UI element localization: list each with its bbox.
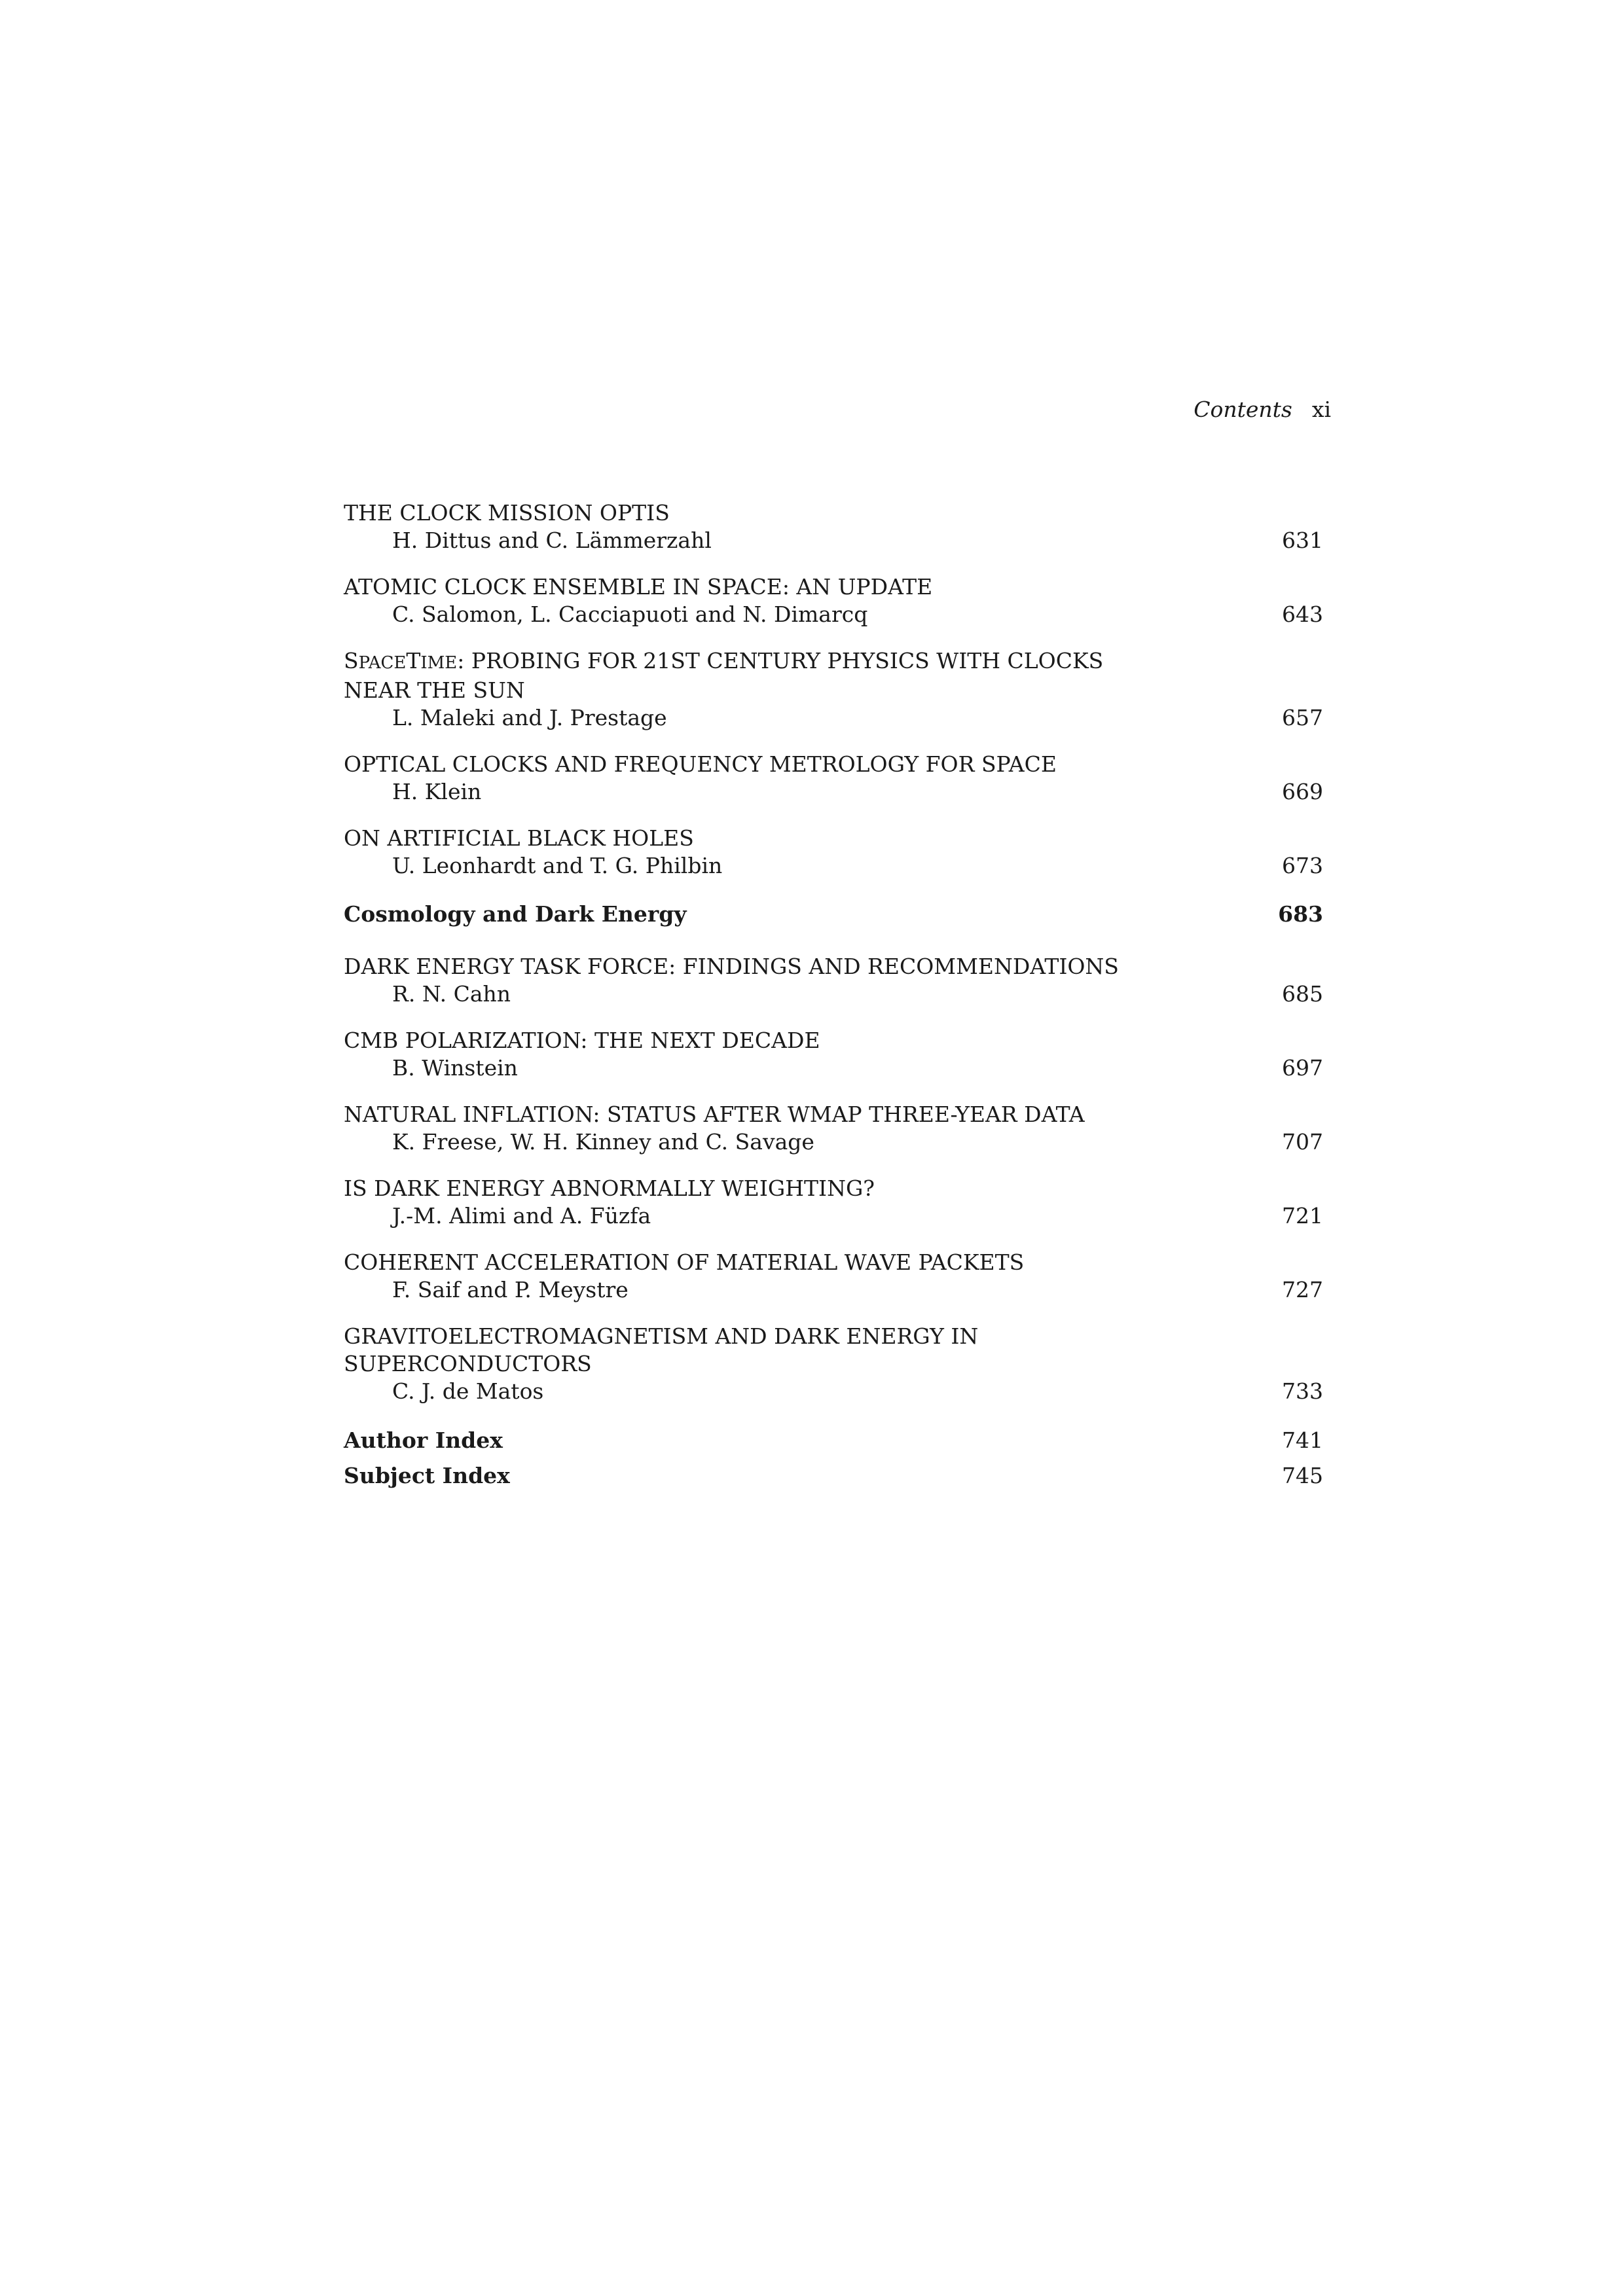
entry-page: 685 [1282, 981, 1323, 1007]
section-page: 683 [1278, 901, 1323, 927]
entry-title: GRAVITOELECTROMAGNETISM AND DARK ENERGY IN [344, 1323, 979, 1349]
entry-authors: K. Freese, W. H. Kinney and C. Savage [392, 1129, 814, 1155]
section-title: Cosmology and Dark Energy [344, 901, 687, 927]
entry-page: 631 [1282, 528, 1323, 553]
toc-entry [344, 573, 1323, 628]
entry-title: NATURAL INFLATION: STATUS AFTER WMAP THREE-YEAR DATA [344, 1102, 1085, 1127]
section-heading [344, 901, 1323, 928]
entry-author-row [344, 1054, 1323, 1082]
index-label: Author Index [344, 1427, 503, 1453]
entry-author-row [344, 852, 1323, 880]
index-entry-subject [344, 1462, 1323, 1490]
entry-title: CMB POLARIZATION: THE NEXT DECADE [344, 1028, 820, 1053]
entry-author-row [344, 1378, 1323, 1405]
toc-entry [344, 953, 1323, 1008]
entry-title-line2: SUPERCONDUCTORS [344, 1351, 592, 1376]
entry-title-line2: NEAR THE SUN [344, 677, 525, 703]
entry-title-smallcaps: PACE [358, 653, 407, 673]
toc-entry [344, 1175, 1323, 1230]
toc-entry [344, 751, 1323, 806]
entry-title: THE CLOCK MISSION OPTIS [344, 500, 670, 526]
index-label: Subject Index [344, 1463, 510, 1488]
toc-entry [344, 647, 1323, 732]
entry-page: 673 [1282, 853, 1323, 878]
entry-authors: L. Maleki and J. Prestage [392, 705, 667, 730]
entry-title: DARK ENERGY TASK FORCE: FINDINGS AND RECOMMENDATIONS [344, 954, 1119, 979]
entry-authors: C. J. de Matos [392, 1378, 544, 1404]
entry-authors: H. Klein [392, 779, 482, 804]
entry-author-row [344, 527, 1323, 554]
index-page: 741 [1282, 1427, 1323, 1453]
entry-page: 697 [1282, 1055, 1323, 1081]
entry-title-smallcaps: IME [420, 653, 458, 673]
entry-authors: B. Winstein [392, 1055, 518, 1081]
entry-title: COHERENT ACCELERATION OF MATERIAL WAVE PACKETS [344, 1249, 1025, 1275]
entry-authors: F. Saif and P. Meystre [392, 1277, 629, 1302]
toc-entry [344, 499, 1323, 554]
entry-title-smallcaps: S [344, 648, 359, 673]
toc-entry [344, 1027, 1323, 1082]
entry-authors: C. Salomon, L. Cacciapuoti and N. Dimarcq [392, 601, 868, 627]
entry-author-row [344, 704, 1323, 732]
entry-page: 657 [1282, 705, 1323, 730]
running-head-page: xi [1311, 397, 1331, 422]
entry-title: ATOMIC CLOCK ENSEMBLE IN SPACE: AN UPDATE [344, 574, 933, 600]
entry-authors: J.-M. Alimi and A. Füzfa [392, 1203, 651, 1229]
entry-page: 727 [1282, 1277, 1323, 1302]
entry-page: 669 [1282, 779, 1323, 804]
entry-author-row [344, 1276, 1323, 1304]
index-entry-author [344, 1427, 1323, 1454]
entry-author-row [344, 980, 1323, 1008]
index-page: 745 [1282, 1463, 1323, 1488]
entry-page: 721 [1282, 1203, 1323, 1229]
entry-page: 643 [1282, 601, 1323, 627]
entry-title-rest: : PROBING FOR 21ST CENTURY PHYSICS WITH CLOCKS [457, 648, 1104, 673]
entry-authors: R. N. Cahn [392, 981, 511, 1007]
entry-authors: U. Leonhardt and T. G. Philbin [392, 853, 723, 878]
entry-title-smallcaps: T [406, 648, 421, 673]
table-of-contents [344, 499, 1323, 1490]
entry-author-row [344, 601, 1323, 628]
toc-entry [344, 1101, 1323, 1156]
entry-author-row [344, 778, 1323, 806]
entry-author-row [344, 1128, 1323, 1156]
entry-author-row [344, 1202, 1323, 1230]
entry-title [344, 647, 1323, 677]
running-head [1194, 397, 1331, 423]
entry-authors: H. Dittus and C. Lämmerzahl [392, 528, 712, 553]
entry-title: OPTICAL CLOCKS AND FREQUENCY METROLOGY FOR SPACE [344, 751, 1057, 777]
toc-entry [344, 1249, 1323, 1304]
entry-title: IS DARK ENERGY ABNORMALLY WEIGHTING? [344, 1175, 875, 1201]
toc-entry [344, 1323, 1323, 1405]
entry-title: ON ARTIFICIAL BLACK HOLES [344, 825, 694, 851]
entry-page: 733 [1282, 1378, 1323, 1404]
toc-entry [344, 825, 1323, 880]
running-head-label: Contents [1194, 397, 1292, 422]
entry-page: 707 [1282, 1129, 1323, 1155]
